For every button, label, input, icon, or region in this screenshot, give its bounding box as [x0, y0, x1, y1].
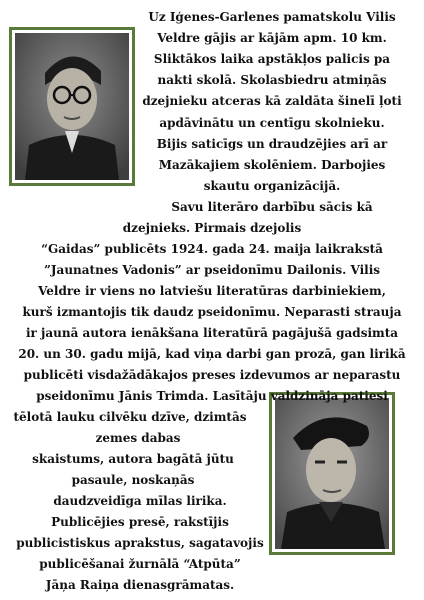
text-line: “Gaidas” publicēts 1924. gada 24. maija laikrakstā — [41, 242, 383, 256]
portrait-image — [15, 33, 129, 180]
text-line: zemes dabas — [95, 431, 181, 445]
portrait-image — [275, 398, 389, 549]
text-line: publicēšanai žurnālā “Atpūta” — [39, 557, 241, 571]
text-line: tēlotā lauku cilvēku dzīve, dzimtās — [13, 410, 247, 424]
text-line: Jāņa Raiņa dienasgrāmatas. — [45, 578, 235, 592]
text-line: publicistiskus aprakstus, sagatavojis — [16, 536, 264, 550]
text-line: daudzveidīga mīlas lirika. — [53, 494, 227, 508]
text-line: Mazākajiem skolēniem. Darbojies — [158, 158, 386, 172]
text-line: ”Jaunatnes Vadonis” ar pseidonīmu Dailonis. Vilis — [43, 263, 381, 277]
text-line: Veldre gājis ar kājām apm. 10 km. — [157, 31, 387, 45]
text-line: Savu literāro darbību sācis kā — [171, 200, 373, 214]
text-line: skaistums, autora bagātā jūtu — [32, 452, 234, 466]
text-line: Veldre ir viens no latviešu literatūras darbiniekiem, — [38, 284, 386, 298]
text-line: dzejnieks. Pirmais dzejolis — [122, 221, 302, 235]
portrait-photo-beret — [269, 392, 395, 555]
text-line: pseidonīmu Jānis Trimda. Lasītāju valdzināja patiesi — [36, 389, 388, 403]
text-line: 20. un 30. gadu mijā, kad viņa darbi gan prozā, gan lirikā — [18, 347, 406, 361]
text-line: publicēti visdažādākajos preses izdevumos ar neparastu — [23, 368, 401, 382]
text-line: Uz Iģenes-Garlenes pamatskolu Vilis — [148, 10, 396, 24]
text-line: skautu organizācijā. — [203, 179, 341, 193]
text-line: apdāvinātu un centīgu skolnieku. — [159, 116, 385, 130]
text-line: pasaule, noskaņās — [71, 473, 195, 487]
text-line: ir jaunā autora ienākšana literatūrā pagājušā gadsimta — [25, 326, 399, 340]
text-line: Bijis saticīgs un draudzējies arī ar — [156, 137, 388, 151]
text-line: Sliktākos laika apstākļos palicis pa — [153, 52, 391, 66]
portrait-photo-glasses — [9, 27, 135, 186]
text-line: nakti skolā. Skolasbiedru atmiņās — [157, 73, 387, 87]
text-line: Publicējies presē, rakstījis — [51, 515, 229, 529]
text-line: dzejnieku atceras kā zaldāta šinelī ļoti — [142, 94, 402, 108]
text-line: kurš izmantojis tik daudz pseidonīmu. Neparasti strauja — [22, 305, 402, 319]
